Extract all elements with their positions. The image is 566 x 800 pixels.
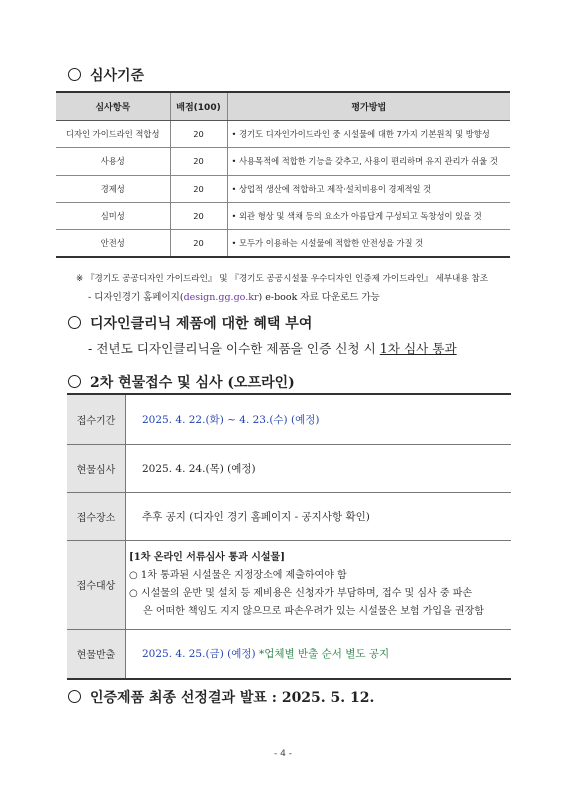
- criteria-item: 안전성: [56, 230, 170, 258]
- criteria-points: 20: [170, 230, 227, 258]
- review-value: 2025. 4. 24.(목) (예정): [126, 444, 512, 492]
- criteria-item: 디자인 가이드라인 적합성: [56, 121, 170, 148]
- table-row: [56, 148, 510, 175]
- reception-table: [67, 393, 511, 680]
- table-row: [56, 121, 510, 148]
- reference-note: ※ 『경기도 공공디자인 가이드라인』 및 『경기도 공공시설물 우수디자인 인증제 가이드라인』 세부내용 참조: [76, 274, 488, 284]
- page-number: - 4 -: [274, 749, 292, 759]
- table-row: [67, 492, 511, 540]
- section-heading-offline: 2차 현물접수 및 심사 (오프라인): [68, 372, 295, 392]
- section-heading-final-result: 인증제품 최종 선정결과 발표 : 2025. 5. 12.: [68, 687, 374, 707]
- table-row: [67, 394, 511, 444]
- criteria-points: 20: [170, 175, 227, 202]
- circle-bullet-icon: [68, 375, 81, 388]
- criteria-item: 경제성: [56, 175, 170, 202]
- criteria-table: [56, 91, 510, 258]
- criteria-method: • 사용목적에 적합한 기능을 갖추고, 사용이 편리하며 유지 관리가 쉬울 것: [227, 148, 510, 175]
- target-label: 접수대상: [67, 540, 126, 629]
- target-value: [126, 540, 512, 629]
- reception-period-label: 접수기간: [67, 394, 126, 444]
- criteria-points: 20: [170, 121, 227, 148]
- criteria-points: 20: [170, 148, 227, 175]
- return-label: 현물반출: [67, 629, 126, 679]
- header-method: 평가방법: [227, 92, 510, 121]
- criteria-method: • 상업적 생산에 적합하고 제작·설치비용이 경제적일 것: [227, 175, 510, 202]
- circle-bullet-icon: [68, 316, 81, 329]
- review-label: 현물심사: [67, 444, 126, 492]
- place-label: 접수장소: [67, 492, 126, 540]
- header-item: 심사항목: [56, 92, 170, 121]
- section-heading-clinic: 디자인클리닉 제품에 대한 혜택 부여: [68, 313, 312, 333]
- criteria-points: 20: [170, 202, 227, 229]
- criteria-method: • 외관 형상 및 색채 등의 요소가 아름답게 구성되고 독창성이 있을 것: [227, 202, 510, 229]
- reception-period-value: 2025. 4. 22.(화) ~ 4. 23.(수) (예정): [126, 394, 512, 444]
- criteria-item: 심미성: [56, 202, 170, 229]
- homepage-link[interactable]: design.gg.go.kr: [183, 292, 259, 303]
- table-row: [56, 175, 510, 202]
- criteria-header-row: [56, 92, 510, 121]
- section-heading-criteria: 심사기준: [68, 65, 144, 85]
- target-item: ○ 시설물의 운반 및 설치 등 제비용은 신청자가 부담하며, 접수 및 심사 중 파손: [129, 587, 473, 599]
- header-points: 배점(100): [170, 92, 227, 121]
- target-item: ○ 1차 통과된 시설물은 지정장소에 제출하여야 함: [129, 569, 347, 581]
- circle-bullet-icon: [68, 68, 81, 81]
- circle-bullet-icon: [68, 690, 81, 703]
- table-row: [67, 629, 511, 679]
- place-value: 추후 공지 (디자인 경기 홈페이지 - 공지사항 확인): [126, 492, 512, 540]
- table-row: [67, 540, 511, 629]
- reference-note-link-line: - 디자인경기 홈페이지(design.gg.go.kr) e-book 자료 다운로드 가능: [88, 292, 380, 303]
- target-item-continued: 은 어떠한 책임도 지지 않으므로 파손우려가 있는 시설물은 보험 가입을 권장함: [143, 605, 484, 617]
- clinic-benefit-text: - 전년도 디자인클리닉을 이수한 제품을 인증 신청 시 1차 심사 통과: [88, 341, 457, 356]
- target-title: [1차 온라인 서류심사 통과 시설물]: [129, 551, 285, 563]
- table-row: [67, 444, 511, 492]
- table-row: [56, 230, 510, 258]
- return-value: 2025. 4. 25.(금) (예정) *업체별 반출 순서 별도 공지: [126, 629, 512, 679]
- criteria-method: • 경기도 디자인가이드라인 중 시설물에 대한 7가지 기본원칙 및 방향성: [227, 121, 510, 148]
- criteria-method: • 모두가 이용하는 시설물에 적합한 안전성을 가질 것: [227, 230, 510, 258]
- criteria-item: 사용성: [56, 148, 170, 175]
- table-row: [56, 202, 510, 229]
